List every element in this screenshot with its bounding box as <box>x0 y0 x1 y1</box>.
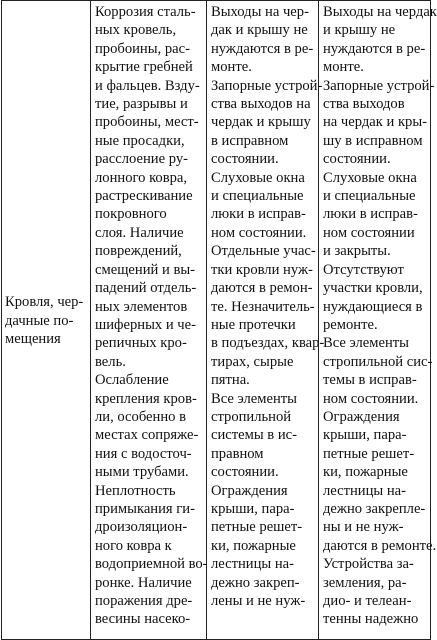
text-line: слоя. Наличие <box>95 224 184 241</box>
text-line: дачные по- <box>5 312 74 329</box>
text-line: примыкания ги- <box>95 500 195 517</box>
text-line: и специальные <box>211 188 304 205</box>
text-line: Запорные устрой- <box>323 77 435 94</box>
text-line: нуждаются в ре- <box>211 40 314 57</box>
text-line: Выходы на чер- <box>211 4 309 20</box>
text-line: тирах, сырые <box>211 353 294 370</box>
text-line: тие, разрывы и <box>95 96 188 113</box>
text-line: смещений и вы- <box>95 261 195 278</box>
text-line: весины насеко- <box>95 611 191 628</box>
text-line: Ограждения <box>323 408 400 425</box>
text-line: те. Незначитель- <box>211 298 315 315</box>
text-line: дроизоляцион- <box>95 519 188 536</box>
text-line: ронке. Наличие <box>95 574 192 591</box>
text-line: состоянии. <box>323 151 391 168</box>
text-line: ремонте. <box>323 316 378 333</box>
text-line: крыши, пара- <box>211 500 295 517</box>
condition-assessment-table <box>1 0 437 640</box>
text-line: падений отдель- <box>95 280 197 297</box>
text-line: ния с водосточ- <box>95 445 192 462</box>
satisfactory-condition-cell <box>207 1 325 640</box>
element-text <box>5 293 87 348</box>
text-line: Запорные устрой- <box>211 77 323 94</box>
text-line: расслоение ру- <box>95 151 188 168</box>
text-line: пробоины, мест- <box>95 114 199 131</box>
text-line: чердак и крышу <box>211 114 311 131</box>
text-line: ные просадки, <box>95 132 185 149</box>
text-line: стропильной сис- <box>323 353 433 370</box>
text-line: поражения дре- <box>95 593 193 609</box>
text-line: местах сопряже- <box>95 427 199 444</box>
text-line: мещения <box>5 331 61 348</box>
text-line: Коррозия сталь- <box>95 4 196 20</box>
text-line: вель. <box>95 353 126 370</box>
text-line: нуждающиеся в <box>323 298 423 315</box>
text-line: тенны надежно <box>323 611 419 628</box>
text-line: дио- и телеан- <box>323 593 412 609</box>
text-line: крытие гребней <box>95 59 193 76</box>
text-line: водоприемной во- <box>95 556 208 573</box>
text-line: Ослабление <box>95 372 169 389</box>
text-line: репичных кро- <box>95 335 187 352</box>
text-line: Все элементы <box>323 335 409 352</box>
text-line: ки, пожарные <box>211 537 296 554</box>
text-line: Устройства за- <box>323 556 414 573</box>
text-line: монте. <box>211 59 252 76</box>
text-line: повреждений, <box>95 243 182 260</box>
text-line: в подъездах, квар- <box>211 335 325 352</box>
text-line: ны и не нуж- <box>323 519 404 536</box>
text-line: земления, ра- <box>323 574 407 591</box>
text-line: растрескивание <box>95 188 193 205</box>
text-line: шу в исправном <box>323 132 423 149</box>
text-line: даются в ремон- <box>211 280 313 297</box>
text-line: в исправном <box>211 132 289 149</box>
text-line: Слуховые окна <box>323 169 417 186</box>
text-line: петные решет- <box>211 519 303 536</box>
text-line: дежно закрепле- <box>323 500 426 517</box>
text-line: лестницы на- <box>323 482 407 499</box>
text-line: ства выходов на <box>211 96 311 113</box>
text-line: шиферных и че- <box>95 316 196 333</box>
text-line: нуждаются в ре- <box>323 40 426 57</box>
text-line: люки в исправ- <box>323 206 418 223</box>
text-line: монте. <box>323 59 364 76</box>
text-line: ными трубами. <box>95 464 189 481</box>
good-condition-cell <box>319 1 437 640</box>
good-condition-text <box>323 3 437 629</box>
text-line: на чердак и кры- <box>323 114 428 131</box>
text-line: Неплотность <box>95 482 176 499</box>
text-line: люки в исправ- <box>211 206 306 223</box>
text-line: участки кровли, <box>323 280 423 297</box>
text-line: и фальцев. Взду- <box>95 77 200 94</box>
text-line: ном состоянии <box>323 224 415 241</box>
text-line: даются в ремонте. <box>323 537 437 554</box>
text-line: правном <box>211 445 264 462</box>
text-line: и закрыты. <box>323 243 391 260</box>
element-cell <box>2 1 91 640</box>
text-line: ных элементов <box>95 298 188 315</box>
text-line: ном состоянии. <box>323 390 419 407</box>
text-line: Выходы на чердак <box>323 4 437 20</box>
text-line: Отсутствуют <box>323 261 404 278</box>
text-line: темы в исправ- <box>323 372 417 389</box>
text-line: стропильной <box>211 408 292 425</box>
text-line: состоянии. <box>211 464 279 481</box>
text-line: системы в ис- <box>211 427 297 444</box>
defects-text <box>95 3 208 629</box>
satisfactory-condition-text <box>211 3 325 610</box>
text-line: крыши, пара- <box>323 427 407 444</box>
text-line: состоянии. <box>211 151 279 168</box>
text-line: дак и крышу не <box>211 22 308 39</box>
text-line: ных кровель, <box>95 22 177 39</box>
text-line: крепления кров- <box>95 390 197 407</box>
text-line: Слуховые окна <box>211 169 305 186</box>
text-line: и крышу не <box>323 22 396 39</box>
text-line: Все элементы <box>211 390 297 407</box>
defects-cell <box>91 1 207 640</box>
text-line: ные протечки <box>211 316 296 333</box>
text-line: и специальные <box>323 188 416 205</box>
text-line: ки, пожарные <box>323 464 408 481</box>
text-line: ном состоянии. <box>211 224 307 241</box>
text-line: Отдельные учас- <box>211 243 316 260</box>
text-line: лестницы на- <box>211 556 295 573</box>
text-line: петные решет- <box>323 445 415 462</box>
text-line: ли, особенно в <box>95 408 186 425</box>
text-line: ного ковра к <box>95 537 172 554</box>
text-line: Кровля, чер- <box>5 294 84 311</box>
text-line: покровного <box>95 206 167 223</box>
text-line: пятна. <box>211 372 250 389</box>
text-line: Ограждения <box>211 482 288 499</box>
text-line: пробоины, рас- <box>95 40 190 57</box>
text-line: ства выходов <box>323 96 405 113</box>
table-row <box>2 1 431 640</box>
text-line: тки кровли нуж- <box>211 261 313 278</box>
text-line: лены и не нуж- <box>211 593 306 609</box>
text-line: дежно закреп- <box>211 574 300 591</box>
text-line: лонного ковра, <box>95 169 188 186</box>
